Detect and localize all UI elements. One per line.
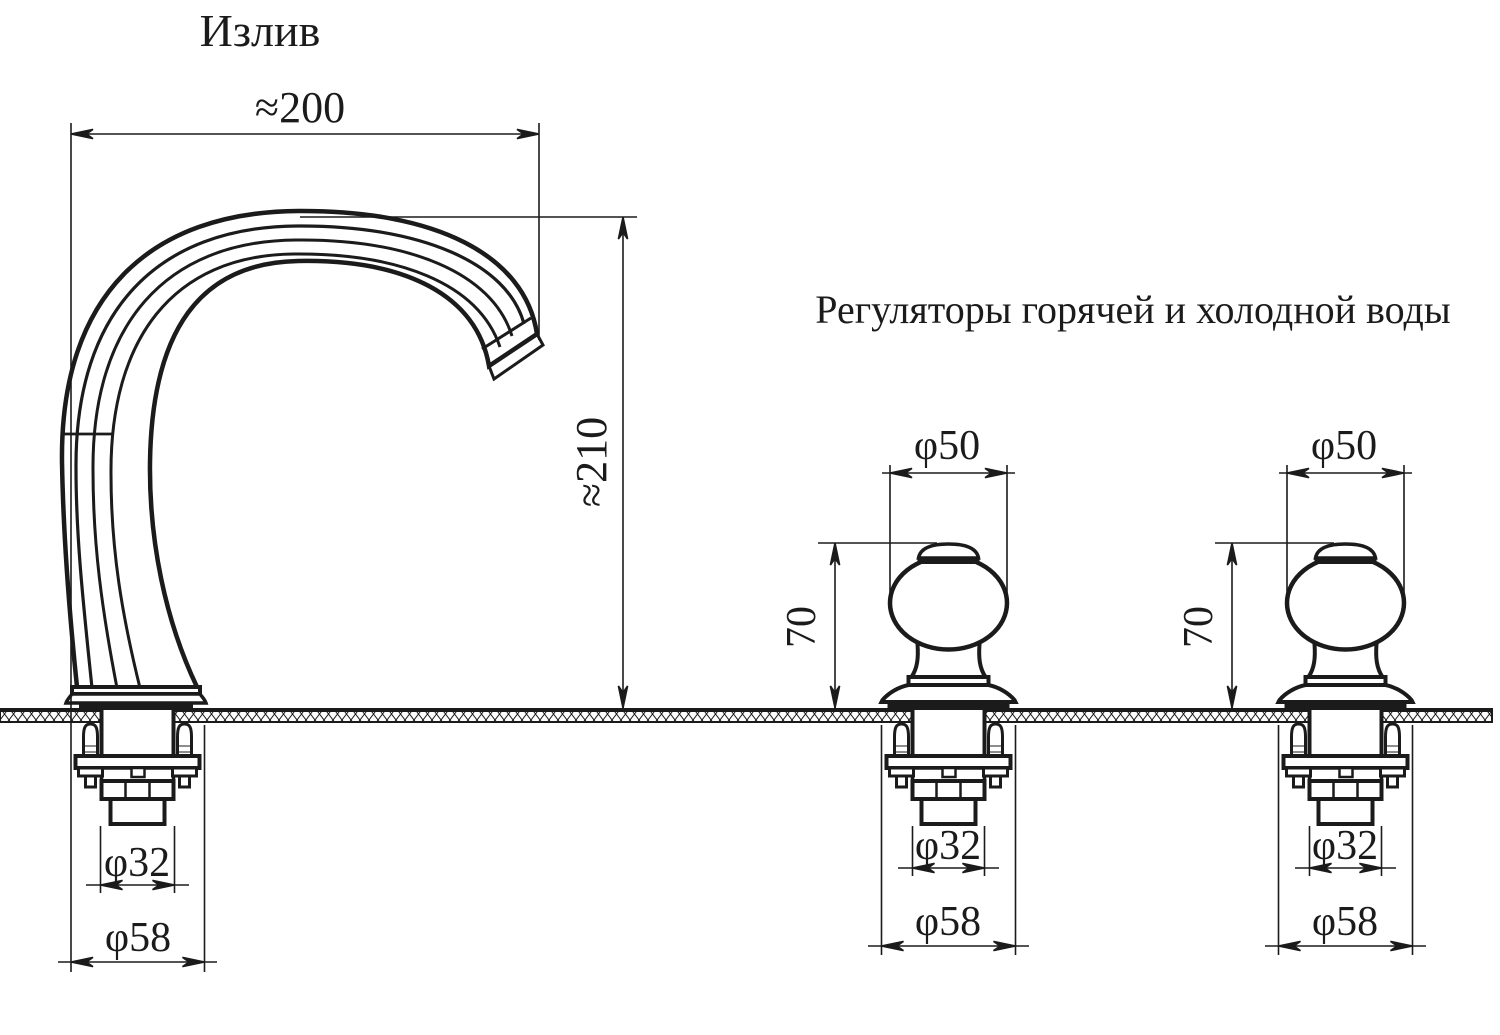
regulator-left-mount: [887, 710, 1011, 824]
spout-mount-assembly: [76, 710, 200, 824]
spout-assembly: [62, 211, 543, 824]
regulators-title: Регуляторы горячей и холодной воды: [815, 287, 1451, 332]
spout-base-flange: [66, 687, 206, 710]
spout-title: Излив: [199, 5, 321, 56]
regulator-right-height-label: 70: [1176, 606, 1222, 648]
spout-width-label: ≈200: [254, 83, 346, 132]
regulator-left-flange-label: φ58: [914, 899, 982, 945]
spout-flange-label: φ58: [104, 915, 172, 961]
regulator-right-shank-label: φ32: [1311, 823, 1379, 869]
countertop-segment: [1382, 709, 1493, 722]
countertop-segment: [985, 709, 1310, 722]
regulator-right-knob-label: φ50: [1310, 423, 1378, 469]
spout-shank-label: φ32: [103, 840, 171, 886]
spout-height-label: ≈210: [567, 416, 616, 508]
regulator-left-knob-label: φ50: [913, 423, 981, 469]
spout-body: [62, 211, 543, 688]
regulator-left-shank-label: φ32: [914, 823, 982, 869]
regulator-left-knob: [882, 544, 1016, 710]
regulator-left: [882, 544, 1016, 824]
spout-gasket: [79, 703, 193, 710]
regulator-right-flange-label: φ58: [1311, 899, 1379, 945]
regulator-left-height-label: 70: [779, 606, 825, 648]
spout-flow-line: [93, 240, 512, 688]
countertop-segment: [0, 709, 102, 722]
spout-flow-line: [111, 254, 500, 688]
regulator-right-knob: [1279, 544, 1413, 710]
regulator-right: [1279, 544, 1413, 824]
spout-flow-line: [76, 226, 524, 688]
regulator-right-mount: [1284, 710, 1408, 824]
countertop-segment: [174, 709, 913, 722]
countertop-surface: [0, 709, 1492, 722]
